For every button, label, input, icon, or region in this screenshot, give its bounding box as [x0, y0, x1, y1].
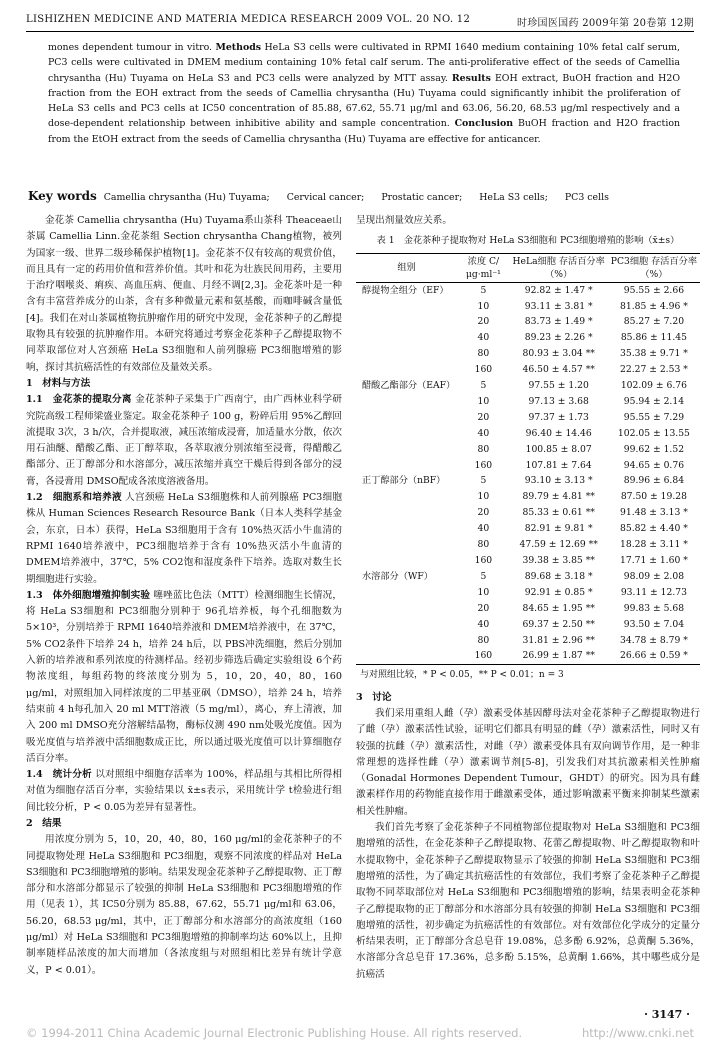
table-header-group: 组别 — [356, 253, 457, 282]
table-cell-hela: 97.37 ± 1.73 — [528, 411, 589, 423]
intro-paragraph: 金花茶 Camellia chrysantha (Hu) Tuyama系山茶科 Theaceae山茶属 Camellia Linn.金花茶组 Section chrysantha Chang植物，被列为国家一级、世界二级珍稀保护植物[1]。金花茶不仅有较高的观赏价值，而且具有一定的药用价值和营养价值。其叶和花为壮族民间用药，主要用于治疗咽喉炎、痢疾、高血压病、便血、月经不调[2,3]。金花茶叶是一种含有丰富营养成分的山茶，含有多种微量元素和氨基酸，而咖啡碱含量低[4]。我们在对山茶属植物抗肿瘤作用的研究中发现，金花茶种子的乙醇提取物具有较强的抗肿瘤作用。本研究将通过考察金花茶种子乙醇提取物不同萃取部位对人宫颈癌 HeLa S3细胞和人前列腺癌 PC3细胞增殖的影响，探讨其抗癌活性的有效部位及量效关系。 — [26, 215, 342, 373]
table-cell-group — [356, 346, 457, 362]
table-cell-group — [356, 442, 457, 458]
table-cell-pc3: 85.86 ± 11.45 — [620, 332, 687, 344]
subsection-1-4 — [26, 767, 342, 816]
subsection-1-1 — [26, 392, 342, 490]
table-cell-pc3: 99.62 ± 1.52 — [623, 443, 685, 455]
table-row — [356, 521, 700, 537]
table-row — [356, 537, 700, 553]
table-cell-pc3: 85.27 ± 7.20 — [623, 316, 685, 328]
table-row — [356, 458, 700, 474]
table-cell-hela: 92.91 ± 0.85 * — [524, 586, 593, 598]
table-cell-concentration: 5 — [480, 475, 487, 487]
section-heading-discussion: 3 讨论 — [356, 691, 392, 703]
table-cell-group — [356, 394, 457, 410]
table-cell-concentration: 160 — [474, 364, 493, 376]
table-cell-concentration: 20 — [477, 507, 490, 519]
table-row — [356, 282, 700, 298]
table-cell-pc3: 26.66 ± 0.59 * — [608, 648, 700, 664]
subsection-text: 金花茶种子采集于广西南宁，由广西林业科学研究院高级工程师梁盛业鉴定。取金花茶种子 100 g，粉碎后用 95%乙醇回流提取 3次，3 h/次，合并提取液，减压浓缩成浸膏，加适量水分散，依次用石油醚、醋酸乙酯、正丁醇萃取，各萃取液分别浓缩至浸膏，得醋酸乙酯部分、正丁醇部分和水溶部分，减压浓缩并真空干燥后得到各部分的浸膏，各浸膏用 DMSO配成各浓度溶液备用。 — [26, 394, 342, 487]
keyword: PC3 cells — [564, 192, 609, 203]
table-row — [356, 330, 700, 346]
footer-link[interactable]: http://www.cnki.net — [581, 1026, 694, 1040]
right-column — [356, 213, 700, 983]
table-cell-pc3: 87.50 ± 19.28 — [620, 491, 687, 503]
abstract-intro: mones dependent tumour in vitro. — [48, 42, 213, 53]
table-cell-concentration: 80 — [477, 443, 490, 455]
table-cell-group — [356, 585, 457, 601]
table-cell-pc3: 35.38 ± 9.71 * — [620, 348, 688, 360]
table-cell-hela: 83.73 ± 1.49 * — [524, 316, 593, 328]
left-column — [26, 213, 342, 979]
table-cell-concentration: 10 — [477, 395, 490, 407]
table-cell-hela: 26.99 ± 1.87 ** — [510, 648, 608, 664]
table-row — [356, 362, 700, 378]
table-row — [356, 426, 700, 442]
table-row — [356, 633, 700, 649]
table-cell-concentration: 80 — [477, 539, 490, 551]
table-cell-concentration: 10 — [477, 491, 490, 503]
table-cell-pc3: 85.82 ± 4.40 * — [620, 523, 688, 535]
table-cell-hela: 100.85 ± 8.07 — [525, 443, 592, 455]
table-cell-group — [356, 426, 457, 442]
table-cell-concentration: 20 — [477, 602, 490, 614]
section-heading-materials: 1 材料与方法 — [26, 377, 91, 389]
subsection-1-2 — [26, 490, 342, 588]
table-cell-hela: 93.10 ± 3.13 * — [524, 475, 593, 487]
table-cell-pc3: 34.78 ± 8.79 * — [620, 634, 688, 646]
subsection-text: 人宫颈癌 HeLa S3细胞株和人前列腺癌 PC3细胞株从 Human Sciences Research Resource Bank（日本人类科学基金会，东京，日本）获得，HeLa S3细胞用于含有 10%热灭活小牛血清的 RPMI 1640培养液中，PC3细胞培养于含有 10%热灭活小牛血清的 DMEM培养液中，37℃，5% CO2饱和湿度条件下培养。选取对数生长期细胞进行实验。 — [26, 492, 342, 585]
table-header-concentration: 浓度 C/ μg·ml⁻¹ — [457, 253, 509, 282]
results-continuation: 呈现出剂量效应关系。 — [356, 215, 452, 226]
table-cell-group — [356, 521, 457, 537]
table-cell-pc3: 93.50 ± 7.04 — [623, 618, 685, 630]
keyword: Prostatic cancer; — [381, 192, 463, 203]
table-cell-group — [356, 505, 457, 521]
table-cell-hela: 96.40 ± 14.46 — [525, 427, 592, 439]
subsection-title: 1.2 细胞系和培养液 — [26, 492, 122, 504]
running-header — [26, 14, 694, 30]
table-cell-hela: 97.13 ± 3.68 — [528, 395, 589, 407]
table-cell-concentration: 40 — [477, 427, 490, 439]
table-cell-hela: 89.79 ± 4.81 ** — [522, 491, 595, 503]
table-cell-concentration: 160 — [457, 648, 509, 664]
table-cell-hela: 89.23 ± 2.26 * — [524, 332, 593, 344]
table-row — [356, 489, 700, 505]
table-cell-concentration: 5 — [480, 380, 487, 392]
table-cell-hela: 89.68 ± 3.18 * — [524, 570, 593, 582]
table-cell-group: 醋酸乙酯部分（EAF） — [362, 380, 456, 392]
table-cell-group — [356, 648, 457, 664]
table-cell-pc3: 98.09 ± 2.08 — [623, 570, 685, 582]
table-row — [356, 648, 700, 664]
table-cell-group — [356, 601, 457, 617]
subsection-1-3 — [26, 588, 342, 767]
keywords-label: Key words — [28, 189, 97, 203]
table-cell-concentration: 40 — [477, 618, 490, 630]
table-cell-group — [356, 330, 457, 346]
abstract-results: EOH extract, BuOH fraction and H2O fraction from the EOH extract from the seeds of Camellia chrysantha (Hu) Tuyama could significantly inhibit the proliferation of HeLa S3 cells and PC3 cells at IC50 concentration of 85.88, 67.62, 55.71 μg/ml and 63.06, 56.20, 68.53 μg/ml respectively and a dose-dependent relationship between inhibitive ability and sample concentration. — [48, 72, 681, 130]
table-cell-group — [356, 537, 457, 553]
table-row — [356, 314, 700, 330]
header-journal-en: LISHIZHEN MEDICINE AND MATERIA MEDICA RESEARCH 2009 VOL. 20 NO. 12 — [26, 14, 471, 25]
header-rule — [26, 31, 694, 32]
table-row — [356, 553, 700, 569]
table-cell-hela: 85.33 ± 0.61 ** — [522, 507, 595, 519]
table-caption: 表 1 金花茶种子提取物对 HeLa S3细胞和 PC3细胞增殖的影响（x̄±s） — [376, 235, 680, 247]
results-paragraph: 用浓度分别为 5，10，20，40，80，160 μg/ml的金花茶种子的不同提取物处理 HeLa S3细胞和 PC3细胞，观察不同浓度的样品对 HeLa S3细胞和 PC3细胞增殖的影响。结果发现金花茶种子乙醇提取物、正丁醇部分和水溶部分都显示了较强的抑制 HeLa S3细胞和 PC3细胞增殖的作用（见表 1），其 IC50分别为 85.88，67.62，55.71 μg/ml和 63.06，56.20，68.53 μg/ml，其中，正丁醇部分和水溶部分的高浓度组（160 μg/ml）对 HeLa S3细胞和 PC3细胞增殖的抑制率均达 60%以上，且抑制率随样品浓度的加大而增加（各浓度组与对照组相比差异有统计学意义，P < 0.01）。 — [26, 834, 342, 976]
table-cell-hela: 80.93 ± 3.04 ** — [522, 348, 595, 360]
table-cell-concentration: 80 — [477, 634, 490, 646]
table-cell-group — [356, 362, 457, 378]
keyword: HeLa S3 cells; — [479, 192, 548, 203]
table-row — [356, 378, 700, 394]
table-cell-pc3: 102.05 ± 13.55 — [617, 427, 690, 439]
table-cell-concentration: 160 — [474, 555, 493, 566]
table-cell-hela: 31.81 ± 2.96 ** — [522, 634, 595, 646]
conclusion-label: Conclusion — [454, 118, 514, 130]
table-cell-pc3: 22.27 ± 2.53 * — [620, 364, 688, 376]
table-cell-group — [356, 489, 457, 505]
table-cell-concentration: 5 — [480, 284, 487, 296]
keyword: Camellia chrysantha (Hu) Tuyama; — [103, 192, 270, 203]
table-row — [356, 505, 700, 521]
table-cell-pc3: 18.28 ± 3.11 * — [620, 539, 688, 551]
subsection-title: 1.4 统计分析 — [26, 769, 93, 781]
subsection-title: 1.3 体外细胞增殖抑制实验 — [26, 589, 151, 601]
subsection-text: 以对照组中细胞存活率为 100%，样品组与其相比所得相对值为细胞存活百分率，实验结果以 x̄±s表示，采用统计学 t检验进行组间比较分析，P < 0.05为差异有显著性。 — [26, 769, 342, 813]
table-cell-group — [356, 458, 457, 474]
table-cell-pc3: 91.48 ± 3.13 * — [620, 507, 688, 519]
table-cell-pc3: 89.96 ± 6.84 — [623, 475, 685, 487]
table-cell-hela: 39.38 ± 3.85 ** — [522, 555, 595, 566]
table-header-pc3: PC3细胞 存活百分率（%） — [608, 253, 700, 282]
table-row — [356, 394, 700, 410]
table-cell-hela: 46.50 ± 4.57 ** — [522, 364, 595, 376]
table-cell-concentration: 20 — [477, 411, 490, 423]
table-cell-group — [356, 553, 457, 569]
results-table — [356, 253, 700, 666]
table-row — [356, 299, 700, 315]
table-cell-group — [356, 410, 457, 426]
table-cell-hela: 93.11 ± 3.81 * — [524, 300, 593, 312]
footer — [26, 1026, 694, 1040]
discussion-paragraph: 我们首先考察了金花茶种子不同植物部位提取物对 HeLa S3细胞和 PC3细胞增殖的活性，在金花茶种子乙醇提取物、花蕾乙醇提取物、叶乙醇提取物和叶水提取物中，金花茶种子乙醇提取物显示了较强的抑制 HeLa S3细胞和 PC3细胞增殖的活性，为了确定其抗癌活性的有效部位，我们考察了金花茶种子乙醇提取物不同萃取部位对 HeLa S3细胞和 PC3细胞增殖的影响，结果表明金花茶种子乙醇提取物的正丁醇部分和水溶部分具有较强的抑制 HeLa S3细胞和 PC3细胞增殖的活性，初步确定为抗癌活性的有效部位。对有效部位化学成分的定量分析结果表明，正丁醇部分含总皂苷 19.08%，总多酚 6.92%，总黄酮 5.36%，水溶部分含总皂苷 17.36%，总多酚 5.15%，总黄酮 1.66%，其中哪些成分是抗癌活 — [356, 822, 700, 980]
table-cell-pc3: 95.55 ± 2.66 — [623, 284, 685, 296]
table-cell-group — [356, 617, 457, 633]
keyword: Cervical cancer; — [286, 192, 365, 203]
table-cell-pc3: 81.85 ± 4.96 * — [620, 300, 688, 312]
table-cell-hela: 84.65 ± 1.95 ** — [522, 602, 595, 614]
table-cell-pc3: 102.09 ± 6.76 — [620, 380, 687, 392]
table-cell-group — [356, 314, 457, 330]
table-row — [356, 442, 700, 458]
table-row — [356, 569, 700, 585]
table-cell-group: 正丁醇部分（nBF） — [362, 475, 446, 487]
table-cell-concentration: 40 — [477, 523, 490, 535]
table-header-hela: HeLa细胞 存活百分率（%） — [510, 253, 608, 282]
copyright-notice: © 1994-2011 China Academic Journal Electronic Publishing House. All rights reserved. — [26, 1026, 523, 1040]
table-row — [356, 346, 700, 362]
table-cell-concentration: 10 — [477, 300, 490, 312]
table-row — [356, 410, 700, 426]
abstract-methods: HeLa S3 cells were cultivated in RPMI 1640 medium containing 10% fetal calf serum, PC3 cells were cultivated in DMEM medium containing 10% fetal calf serum. The anti-proliferative effect of the seeds of Camellia chrysantha (Hu) Tuyama on HeLa S3 and PC3 cells were analyzed by MTT assay. — [48, 42, 680, 84]
table-cell-hela: 107.81 ± 7.64 — [525, 459, 592, 471]
table-cell-group: 水溶部分（WF） — [362, 570, 433, 582]
page-number: · 3147 · — [644, 1008, 690, 1021]
table-cell-pc3: 93.11 ± 12.73 — [620, 586, 687, 598]
section-heading-results: 2 结果 — [26, 817, 62, 829]
table-row — [356, 601, 700, 617]
header-journal-cn: 时珍国医国药 2009年第 20卷第 12期 — [516, 18, 694, 29]
table-cell-pc3: 17.71 ± 1.60 * — [620, 555, 688, 566]
table-cell-concentration: 10 — [477, 586, 490, 598]
keywords — [28, 189, 696, 203]
table-row — [356, 473, 700, 489]
table-cell-pc3: 95.94 ± 2.14 — [623, 395, 685, 407]
table-cell-concentration: 5 — [480, 570, 487, 582]
results-label: Results — [451, 72, 491, 84]
methods-label: Methods — [215, 42, 262, 53]
subsection-text: 噻唑蓝比色法（MTT）检测细胞生长情况，将 HeLa S3细胞和 PC3细胞分别种于 96孔培养板，每个孔细胞数为 5×10³，分别培养于 RPMI 1640培养液和 DMEM培养液中，在 37℃，5% CO2条件下培养 24 h，培养 24 h后，以 PBS冲洗细胞，然后分别加入新的培养液和系列浓度的待测样品。经初步筛选后确定实验组设 6个药物浓度组，每组药物的终浓度分别为 5，10，20，40，80，160 μg/ml，对照组加入同样浓度的二甲基亚砜（DMSO），培养 24 h，培养结束前 4 h每孔加入 20 ml MTT溶液（5 mg/ml），离心，弃上清液，加入 200 ml DMSO充分溶解结晶物，酶标仪测 490 nm处吸光度值。因为吸光度值与培养液中活细胞数成正比，所以通过吸光度值可以计算细胞存活百分率。 — [26, 589, 342, 764]
table-cell-group — [356, 633, 457, 649]
table-row — [356, 585, 700, 601]
table-body — [356, 282, 700, 665]
table-cell-concentration: 40 — [477, 332, 490, 344]
table-cell-hela: 97.55 ± 1.20 — [528, 380, 589, 392]
table-cell-group: 醇提物全组分（EF） — [362, 284, 449, 296]
table-cell-pc3: 99.83 ± 5.68 — [623, 602, 685, 614]
table-cell-hela: 69.37 ± 2.50 ** — [522, 618, 595, 630]
abstract — [48, 40, 680, 147]
table-cell-concentration: 20 — [477, 316, 490, 328]
table-cell-pc3: 95.55 ± 7.29 — [623, 411, 685, 423]
table-cell-hela: 47.59 ± 12.69 ** — [519, 539, 598, 551]
table-cell-hela: 82.91 ± 9.81 * — [524, 523, 593, 535]
table-cell-concentration: 80 — [477, 348, 490, 360]
table-cell-pc3: 94.65 ± 0.76 — [623, 459, 685, 471]
table-row — [356, 617, 700, 633]
discussion-paragraph: 我们采用重组人雌（孕）激素受体基因酵母法对金花茶种子乙醇提取物进行了雌（孕）激素活性试验，证明它们都具有明显的雌（孕）激素活性，同时又有较强的抗雌（孕）激素活性，对雌（孕）激素受体具有双向调节作用，是一种非常理想的选择性雌（孕）激素调节剂[5-8]，引发我们对其抗激素相关性肿瘤（Gonadal Hormones Dependent Tumour，GHDT）的研究。因为具有雌激素样作用的药物能直接作用于雌激素受体，通过影响激素平衡来抑制某些激素相关性肿瘤。 — [356, 707, 700, 817]
abstract-conclusion: BuOH fraction and H2O fraction from the EtOH extract from the seeds of Camellia chrysantha (Hu) Tuyama are effective for anticancer. — [48, 118, 681, 145]
table-cell-group — [356, 299, 457, 315]
table-cell-hela: 92.82 ± 1.47 * — [524, 284, 593, 296]
table-cell-concentration: 160 — [474, 459, 493, 471]
subsection-title: 1.1 金花茶的提取分离 — [26, 394, 132, 406]
table-note: 与对照组比较，* P < 0.05，** P < 0.01；n = 3 — [360, 670, 564, 681]
